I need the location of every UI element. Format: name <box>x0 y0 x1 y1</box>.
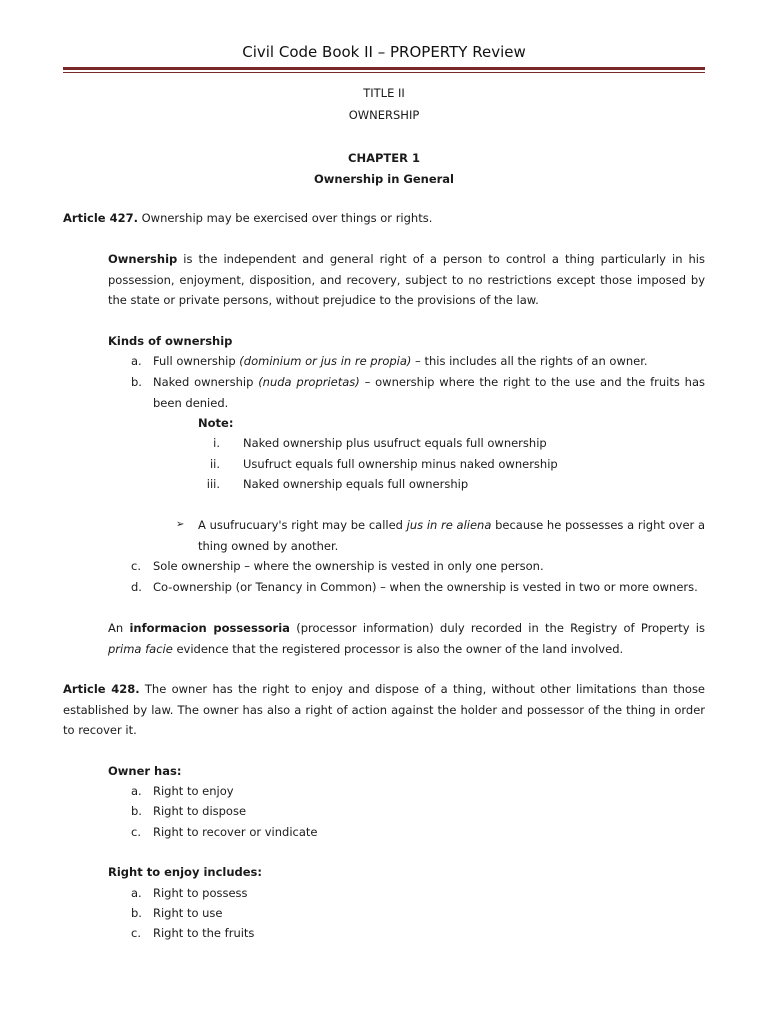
kind-b-latin: (nuda proprietas) <box>258 375 360 389</box>
note-marker: iii. <box>206 477 220 491</box>
running-header: Civil Code Book II – PROPERTY Review <box>242 43 526 61</box>
owner-has-marker: b. <box>131 804 142 818</box>
owner-has-marker: c. <box>131 825 141 839</box>
ownership-definition-text: is the independent and general right of a person to control a thing particularly in his possession, enjoyment, disposition, and recovery, subject to no restrictions except those imposed by the state or private persons, without prejudice to the provisions of the law. <box>108 252 705 307</box>
header-rule-thick <box>63 67 705 70</box>
enjoy-marker: c. <box>131 926 141 940</box>
chapter-heading: CHAPTER 1 <box>348 151 420 165</box>
owner-has-item: Right to recover or vindicate <box>153 825 318 839</box>
kind-b-marker: b. <box>131 375 142 389</box>
note-marker: ii. <box>209 457 220 471</box>
enjoy-marker: a. <box>131 886 142 900</box>
owner-has-item: Right to enjoy <box>153 784 234 798</box>
usufructuary-post: because he possesses a right over a thing owned by another. <box>198 518 706 553</box>
kind-d-marker: d. <box>131 580 142 594</box>
article-428-label: Article 428. <box>63 682 140 696</box>
note-label: Note: <box>198 416 234 430</box>
note-item: Usufruct equals full ownership minus naked ownership <box>243 457 558 471</box>
kind-a-marker: a. <box>131 354 142 368</box>
informacion-possessoria-paragraph <box>108 618 705 659</box>
kind-a-pre: Full ownership <box>153 354 240 368</box>
info-term: informacion possessoria <box>129 621 290 635</box>
kind-b-text <box>153 372 705 413</box>
article-427-label: Article 427. <box>63 211 138 225</box>
ownership-term: Ownership <box>108 252 178 266</box>
info-latin: prima facie <box>108 641 173 656</box>
arrow-bullet-icon: ➢ <box>176 519 185 530</box>
enjoy-marker: b. <box>131 906 142 920</box>
kind-c-text: Sole ownership – where the ownership is vested in only one person. <box>153 559 544 573</box>
enjoy-item: Right to possess <box>153 886 248 900</box>
enjoy-item: Right to the fruits <box>153 926 255 940</box>
note-item: Naked ownership plus usufruct equals full ownership <box>243 436 547 450</box>
kind-d-text: Co-ownership (or Tenancy in Common) – when the ownership is vested in two or more owners. <box>153 580 698 594</box>
chapter-subheading: Ownership in General <box>314 172 454 186</box>
ownership-definition <box>108 249 705 311</box>
owner-has-heading: Owner has: <box>108 764 182 778</box>
info-mid: (processor information) duly recorded in the Registry of Property is <box>289 621 705 635</box>
usufructuary-note <box>198 515 705 556</box>
article-427 <box>63 208 432 229</box>
right-to-enjoy-heading: Right to enjoy includes: <box>108 865 262 879</box>
kind-b-pre: Naked ownership <box>153 375 259 389</box>
enjoy-item: Right to use <box>153 906 223 920</box>
header-rule-thin <box>63 72 705 73</box>
note-marker: i. <box>213 436 220 450</box>
article-427-text: Ownership may be exercised over things or rights. <box>137 211 433 225</box>
info-pre: An <box>108 621 130 635</box>
info-post: evidence that the registered processor is also the owner of the land involved. <box>172 641 624 656</box>
kind-a-text <box>153 351 648 372</box>
article-428 <box>63 679 705 741</box>
kind-c-marker: c. <box>131 559 141 573</box>
title-subheading: OWNERSHIP <box>348 108 420 122</box>
article-428-text: The owner has the right to enjoy and dispose of a thing, without other limitations than those established by law. The owner has also a right of action against the holder and possessor of the thing in order to recover it. <box>63 682 706 737</box>
kind-a-post: – this includes all the rights of an owner. <box>411 354 648 368</box>
usufructuary-latin: jus in re aliena <box>406 518 492 532</box>
note-item: Naked ownership equals full ownership <box>243 477 469 491</box>
kinds-heading: Kinds of ownership <box>108 334 233 348</box>
owner-has-item: Right to dispose <box>153 804 247 818</box>
usufructuary-pre: A usufrucuary's right may be called <box>198 518 407 532</box>
title-heading: TITLE II <box>363 86 405 100</box>
owner-has-marker: a. <box>131 784 142 798</box>
kind-a-latin: (dominium or jus in re propia) <box>239 354 412 368</box>
kind-b-post: – ownership where the right to the use and the fruits has been denied. <box>153 375 705 410</box>
